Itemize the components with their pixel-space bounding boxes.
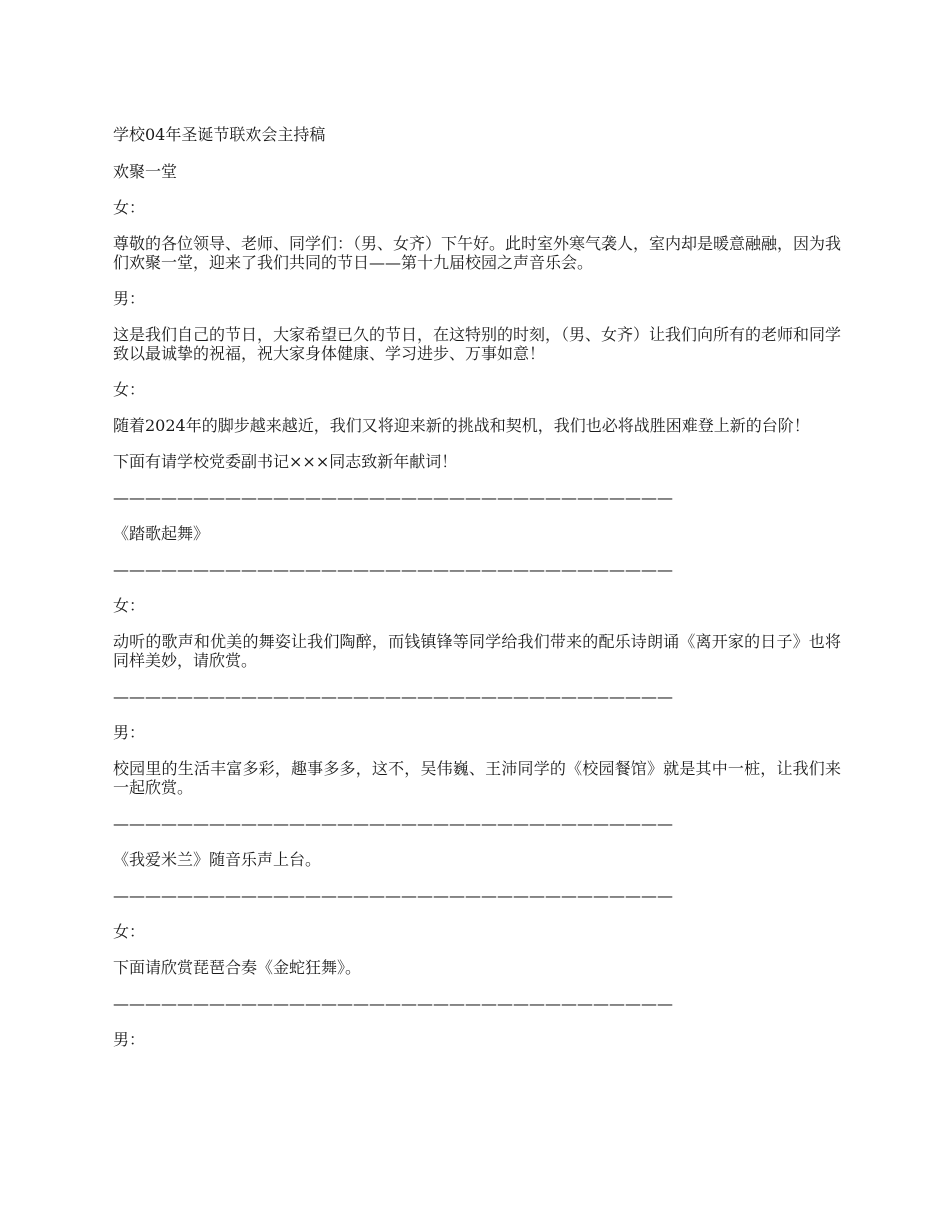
program-title: 《踏歌起舞》 [113,524,210,543]
dash-divider: ——————————————————————————————————— [113,814,673,833]
document-page [113,125,841,1066]
dash-divider: ——————————————————————————————————— [113,560,673,579]
speaker-label: 女： [113,380,146,399]
paragraph: 随着2024年的脚步越来越近，我们又将迎来新的挑战和契机，我们也必将战胜困难登上新的台阶！ [113,416,810,435]
paragraph: 下面有请学校党委副书记×××同志致新年献词！ [113,452,458,471]
speaker-label: 男： [113,1030,146,1049]
speaker-label: 女： [113,198,146,217]
document-title: 学校04年圣诞节联欢会主持稿 [113,125,326,144]
dash-divider: ——————————————————————————————————— [113,994,673,1013]
paragraph: 《我爱米兰》随音乐声上台。 [113,850,322,869]
dash-divider: ——————————————————————————————————— [113,687,673,706]
paragraph: 校园里的生活丰富多彩，趣事多多，这不，吴伟巍、王沛同学的《校园餐馆》就是其中一桩，让我们来一起欣赏。 [113,759,841,797]
speaker-label: 男： [113,723,146,742]
paragraph: 下面请欣赏琵琶合奏《金蛇狂舞》。 [113,958,362,977]
speaker-label: 女： [113,922,146,941]
paragraph: 尊敬的各位领导、老师、同学们：（男、女齐）下午好。此时室外寒气袭人，室内却是暖意融融，因为我们欢聚一堂，迎来了我们共同的节日——第十九届校园之声音乐会。 [113,234,842,272]
dash-divider: ——————————————————————————————————— [113,886,673,905]
speaker-label: 女： [113,596,146,615]
paragraph: 动听的歌声和优美的舞姿让我们陶醉，而钱镇锋等同学给我们带来的配乐诗朗诵《离开家的日子》也将同样美妙，请欣赏。 [113,632,841,670]
dash-divider: ——————————————————————————————————— [113,488,673,507]
paragraph: 这是我们自己的节日，大家希望已久的节日，在这特别的时刻，（男、女齐）让我们向所有的老师和同学致以最诚挚的祝福，祝大家身体健康、学习进步、万事如意！ [113,325,842,363]
speaker-label: 男： [113,289,146,308]
section-heading: 欢聚一堂 [113,162,178,181]
